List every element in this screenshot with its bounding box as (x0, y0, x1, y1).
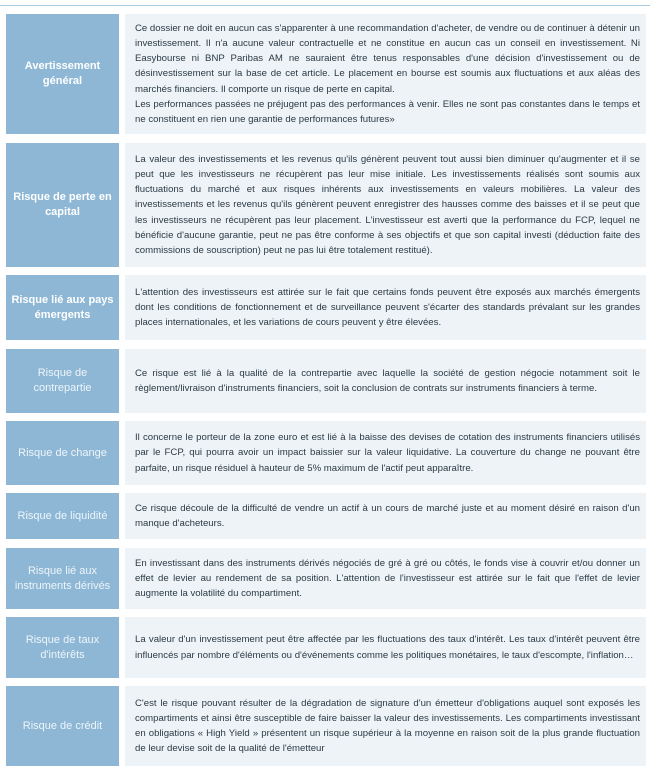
risk-row-change (6, 421, 646, 485)
risk-row-contrepartie (6, 349, 646, 413)
risk-label: Risque de liquidité (6, 493, 119, 539)
risk-label: Avertissement général (6, 14, 119, 134)
risk-text: Les performances passées ne préjugent pas des performances à venir. Elles ne sont pas constantes dans le temps et ne constituent en rien une garantie de performances futures» (135, 98, 640, 125)
risk-row-derives (6, 548, 646, 609)
risk-row-pays-emergents (6, 275, 646, 340)
risk-label: Risque de perte en capital (6, 143, 119, 267)
risk-description (125, 275, 646, 340)
risk-text: Ce risque découle de la difficulté de vendre un actif à un cours de marché juste et au moment désiré en raison d'un manque d'acheteurs. (135, 502, 640, 529)
risk-description (125, 143, 646, 267)
risk-row-liquidite (6, 493, 646, 539)
risk-row-avertissement (6, 14, 646, 134)
risk-label: Risque de change (6, 421, 119, 485)
risk-text: La valeur d'un investissement peut être affectée par les fluctuations des taux d'intérêt. Les taux d'intérêt peuvent être influencés par nombre d'éléments ou d'événements comme les politiques monétaires, le taux d'escompte, l'inflation… (135, 634, 640, 661)
risk-label: Risque de crédit (6, 686, 119, 766)
risk-description (125, 421, 646, 485)
risk-text: En investissant dans des instruments dérivés négociés de gré à gré ou côtés, le fonds vise à couvrir et/ou donner un effet de levier au rendement de sa position. L'attention de l'investisseur est attirée sur le fait que l'effet de levier augmente la volatilité du compartiment. (135, 557, 640, 600)
risk-text: L'attention des investisseurs est attirée sur le fait que certains fonds peuvent être exposés aux marchés émergents dont les conditions de fonctionnement et de surveillance peuvent s'écarter des standards prévalant sur les grandes places internationales, et les variations de cours peuvent y être élevées. (135, 286, 640, 329)
risk-description (125, 617, 646, 678)
risk-text: C'est le risque pouvant résulter de la dégradation de signature d'un émetteur d'obligations auquel sont exposés les compartiments et ainsi être susceptible de faire baisser la valeur des investissements. Les compartiments investissant en obligations « High Yield » présentent un risque supérieur à la moyenne en raison soit de la plus grande fluctuation de leur devise soit de la qualité de l'émetteur (135, 697, 640, 755)
risk-text: Il concerne le porteur de la zone euro et est lié à la baisse des devises de cotation des instruments financiers utilisés par le FCP, qui pourra avoir un impact baissier sur la valeur liquidative. La couverture du change ne pouvant être parfaite, un risque résiduel à hauteur de 5% maximum de l'actif peut apparaître. (135, 432, 640, 474)
risk-description (125, 548, 646, 609)
risk-text: Ce dossier ne doit en aucun cas s'apparenter à une recommandation d'acheter, de vendre ou de continuer à détenir un investissement. Il n'a aucune valeur contractuelle et ne constitue en aucun cas un conseil en investissement. Ni Easybourse ni BNP Paribas AM ne sauraient être tenus responsables d'une décision d'investissement ou de désinvestissement sur la base de cet article. Le placement en bourse est soumis aux fluctuations et aux aléas des marchés financiers. Il comporte un risque de perte en capital. (135, 22, 641, 95)
risk-label: Risque lié aux pays émergents (6, 275, 119, 340)
risk-label: Risque de contrepartie (6, 349, 119, 413)
risk-description (125, 14, 646, 134)
top-divider (0, 5, 650, 6)
risk-text: Ce risque est lié à la qualité de la contrepartie avec laquelle la société de gestion négocie notamment soit le règlement/livraison d'instruments financiers, soit la conclusion de contrats sur instruments financiers à terme. (135, 367, 640, 394)
risk-row-perte-capital (6, 143, 646, 267)
risk-description (125, 686, 646, 766)
risk-text: La valeur des investissements et les revenus qu'ils génèrent peuvent tout aussi bien diminuer qu'augmenter et il se peut que les investisseurs ne récupèrent pas leur mise initiale. Les investissements réalisés sont soumis aux fluctuations du marché et aux risques inhérents aux investissements en valeurs mobilières. La valeur des investissements et les revenus qu'ils génèrent peuvent enregistrer des hausses comme des baisses et il se peut que les investisseurs ne récupèrent pas leur placement. L'investisseur est averti que la performance du FCP, lequel ne bénéficie d'aucune garantie, peut ne pas être conforme à ses objectifs et que son capital investi (déduction faite des commissions de souscription) peut ne pas lui être totalement restitué). (135, 153, 640, 256)
risk-row-credit (6, 686, 646, 766)
risk-row-taux (6, 617, 646, 678)
risk-label: Risque lié aux instruments dérivés (6, 548, 119, 609)
risk-label: Risque de taux d'intérêts (6, 617, 119, 678)
risk-description (125, 349, 646, 413)
risk-description (125, 493, 646, 539)
